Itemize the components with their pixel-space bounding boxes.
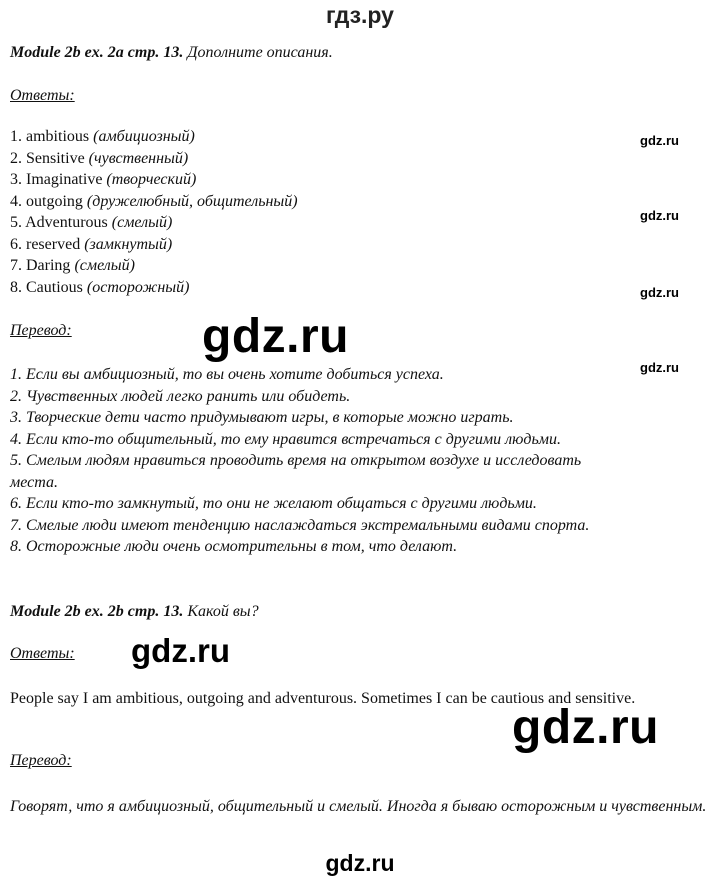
answer-english: Cautious — [26, 278, 83, 296]
section1-heading — [10, 44, 333, 62]
answer-number: 3. — [10, 171, 22, 188]
answer-item — [10, 169, 196, 191]
site-header: гдз.ру — [326, 2, 394, 28]
answer-russian: (амбициозный) — [93, 128, 195, 145]
answer-russian: (творческий) — [106, 171, 197, 188]
translation-item: 2. Чувственных людей легко ранить или обидеть. — [10, 387, 351, 405]
answer-item — [10, 255, 135, 277]
watermark-medium: gdz.ru — [131, 632, 230, 669]
watermark-big: gdz.ru — [202, 310, 349, 363]
translation-item: 1. Если вы амбициозный, то вы очень хотите добиться успеха. — [10, 366, 444, 383]
section2-heading — [10, 603, 259, 621]
watermark-big: gdz.ru — [512, 701, 659, 754]
answer-english: Daring — [26, 257, 71, 274]
answer-number: 4. — [10, 192, 22, 210]
answer-item — [10, 126, 195, 148]
section1-task: Дополните описания. — [187, 44, 333, 61]
answer-russian: (дружелюбный, общительный) — [86, 192, 298, 210]
translation-item: места. — [10, 473, 58, 491]
translation-item: 4. Если кто-то общительный, то ему нравится встречаться с другими людьми. — [10, 430, 561, 448]
watermark-small: gdz.ru — [640, 285, 679, 300]
answer-english: ambitious — [26, 128, 90, 145]
answer-number: 1. — [10, 128, 22, 145]
answer-item — [10, 277, 189, 299]
answer-number: 8. — [10, 278, 22, 296]
answer-russian: (замкнутый) — [84, 235, 173, 253]
answer-russian: (смелый) — [111, 214, 173, 231]
answer-english: Imaginative — [26, 171, 103, 188]
section1-module: Module 2b ex. 2a стр. 13. — [10, 44, 184, 61]
watermark-small: gdz.ru — [640, 208, 679, 223]
watermark-footer: gdz.ru — [325, 850, 395, 876]
answer-number: 5. — [10, 214, 22, 231]
translation-item: 5. Смелым людям нравиться проводить время на открытом воздухе и исследовать — [10, 452, 582, 469]
answer-russian: (чувственный) — [88, 149, 189, 167]
answer-english: outgoing — [26, 192, 83, 210]
translation-item: 6. Если кто-то замкнутый, то они не желают общаться с другими людьми. — [10, 495, 537, 512]
answer-item — [10, 191, 298, 213]
section2-answer-text: People say I am ambitious, outgoing and adventurous. Sometimes I can be cautious and sensitive. — [10, 690, 636, 707]
answer-english: reserved — [26, 235, 81, 253]
translation-item: 8. Осторожные люди очень осмотрительны в том, что делают. — [10, 538, 458, 555]
section2-translation-text: Говорят, что я амбициозный, общительный и смелый. Иногда я бываю осторожным и чувственным. — [10, 798, 707, 815]
section2-answers-label: Ответы: — [10, 645, 75, 662]
section1-answers-label: Ответы: — [10, 87, 75, 104]
watermark-small: gdz.ru — [640, 360, 679, 375]
translation-item: 7. Смелые люди имеют тенденцию наслаждаться экстремальными видами спорта. — [10, 516, 590, 534]
answer-english: Sensitive — [26, 149, 85, 167]
section1-translation-label: Перевод: — [10, 322, 72, 339]
answer-item — [10, 148, 188, 170]
section2-translation-label: Перевод: — [10, 752, 72, 769]
translation-item: 3. Творческие дети часто придумывают игры, в которые можно играть. — [10, 409, 514, 426]
section2-module: Module 2b ex. 2b стр. 13. — [10, 603, 184, 620]
section2-task: Какой вы? — [187, 603, 259, 620]
answer-number: 6. — [10, 235, 22, 253]
answer-english: Adventurous — [25, 214, 108, 231]
answer-russian: (осторожный) — [86, 278, 190, 296]
watermark-small: gdz.ru — [640, 133, 679, 148]
answer-number: 2. — [10, 149, 22, 167]
answer-item — [10, 234, 172, 256]
answer-item — [10, 212, 172, 234]
answer-number: 7. — [10, 257, 22, 274]
answer-russian: (смелый) — [74, 257, 135, 274]
